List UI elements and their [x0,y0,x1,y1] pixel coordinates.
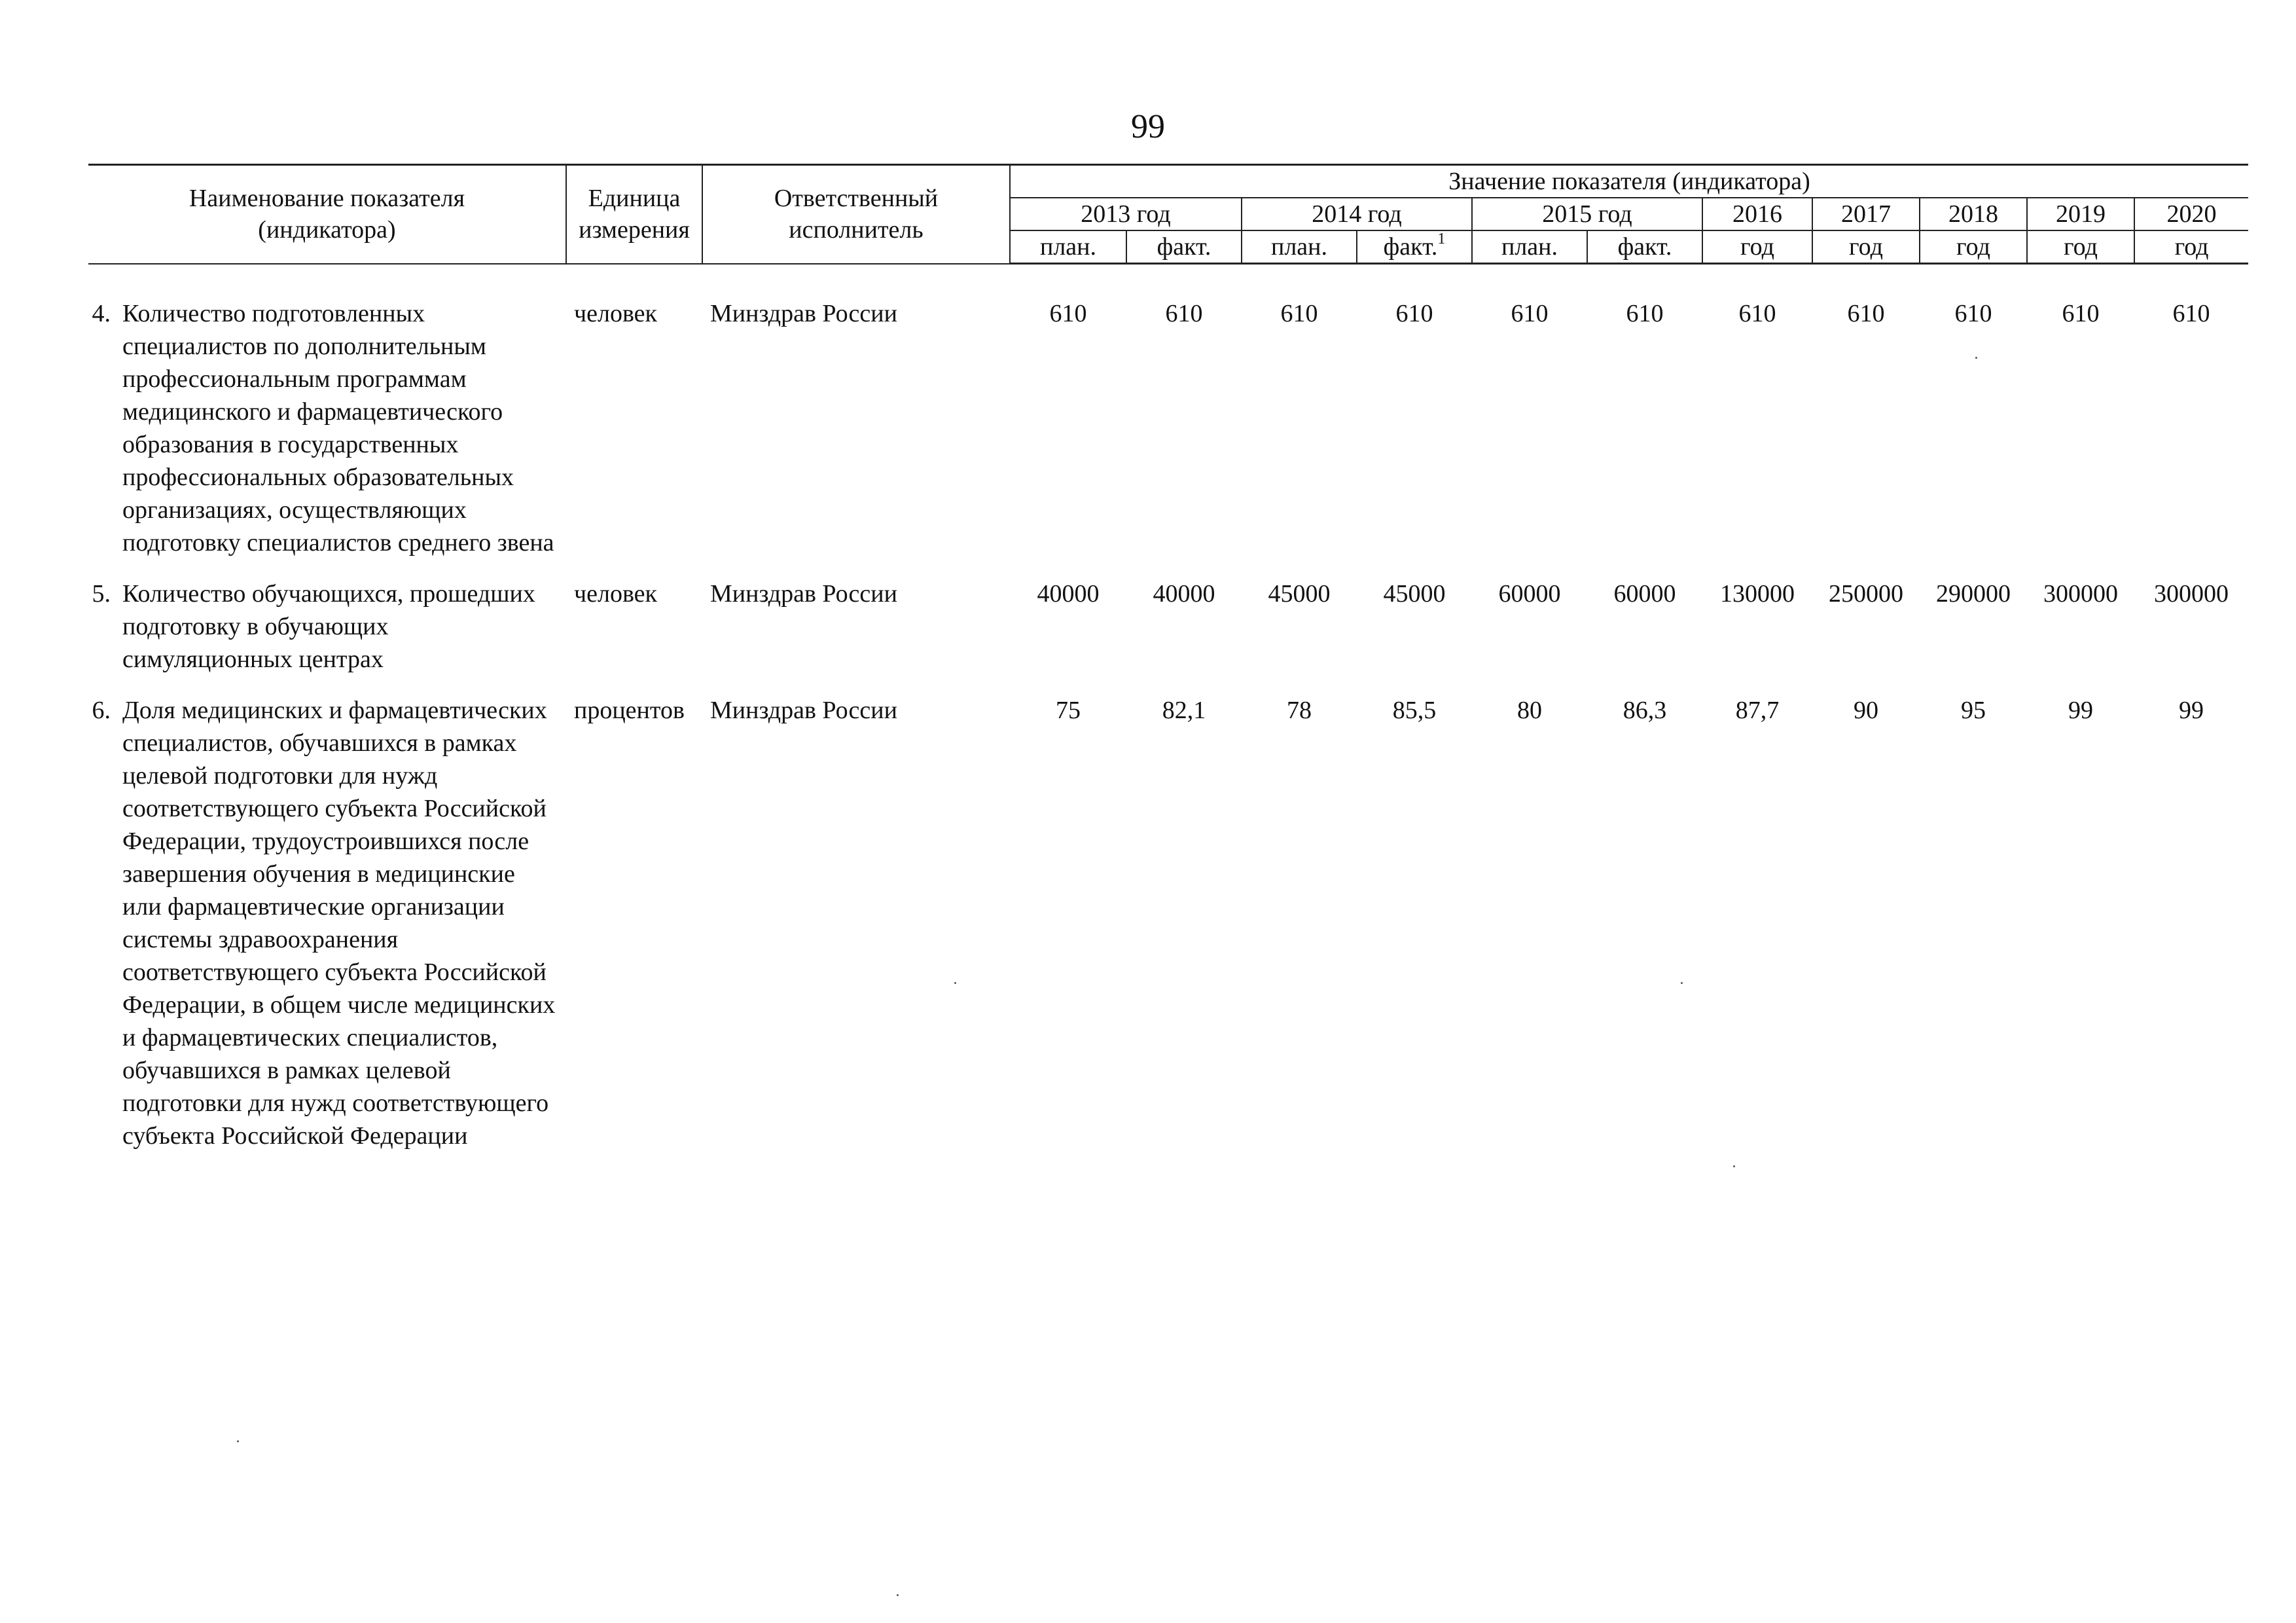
value-2015-fact: 86,3 [1623,697,1667,724]
header-fact-2015: факт. [1587,230,1702,264]
header-suffix-2017: год [1812,230,1920,264]
table-row [88,577,2248,694]
value-2014-plan: 610 [1280,300,1318,327]
unit-cell: процентов [574,697,685,724]
indicator-name-cell [88,694,566,1171]
header-executor-line1: Ответственный [774,185,939,213]
header-executor [702,165,1010,264]
scan-speck [1975,357,1977,359]
value-2015-plan: 80 [1517,697,1542,724]
header-year-2014: 2014 год [1242,198,1472,230]
indicator-name: Количество обучающихся, прошедших подготовку в обучающих симуляционных центрах [122,580,535,673]
footnote-marker: 1 [1437,230,1446,247]
value-2017: 250000 [1829,580,1903,608]
page-number: 99 [1131,108,1165,145]
scan-speck [237,1440,239,1442]
value-2020: 610 [2172,300,2210,327]
table-row [88,694,2248,1171]
value-2013-fact: 610 [1165,300,1203,327]
header-name-line1: Наименование показателя [188,185,465,213]
header-year-2018: 2018 [1920,198,2027,230]
scan-speck [954,982,956,984]
header-year-2015: 2015 год [1472,198,1702,230]
value-2014-fact: 610 [1395,300,1433,327]
header-suffix-2018: год [1920,230,2027,264]
value-2019: 99 [2068,697,2093,724]
value-2017: 610 [1847,300,1885,327]
row-number: 6. [92,697,111,724]
scan-speck [1733,1165,1735,1167]
header-name [88,165,566,264]
header-suffix-2020: год [2134,230,2248,264]
value-2014-plan: 45000 [1268,580,1331,608]
header-year-2019: 2019 [2027,198,2134,230]
value-2015-plan: 610 [1511,300,1549,327]
value-2016: 87,7 [1735,697,1780,724]
header-executor-line2: исполнитель [789,216,924,244]
indicator-name-cell [88,577,566,694]
header-fact-2013: факт. [1126,230,1242,264]
header-value-group: Значение показателя (индикатора) [1010,165,2248,198]
indicator-name: Доля медицинских и фармацевтических специалистов, обучавшихся в рамках целевой подготовки для нужд соответствующего субъекта Российской Федерации, трудоустроившихся после завершения обучения в медицинские или фармацевтические организации системы здравоохранения соответствующего субъекта Российской Федерации, в общем числе медицинских и фармацевтических специалистов, обучавшихся в рамках целевой подготовки для нужд соответствующего субъекта Российской Федерации [122,697,556,1150]
executor-cell: Минздрав России [710,580,897,608]
value-2015-plan: 60000 [1498,580,1561,608]
value-2013-plan: 75 [1056,697,1081,724]
value-2013-fact: 82,1 [1162,697,1206,724]
value-2016: 130000 [1720,580,1795,608]
table-row [88,297,2248,577]
value-2014-fact: 85,5 [1392,697,1437,724]
value-2019: 610 [2062,300,2100,327]
header-year-2020: 2020 [2134,198,2248,230]
header-fact-2014-label: факт. [1383,233,1438,261]
indicator-name-cell [88,297,566,577]
value-2013-plan: 40000 [1037,580,1100,608]
header-unit-line1: Единица [588,185,681,213]
unit-cell: человек [574,580,657,608]
value-2013-fact: 40000 [1153,580,1215,608]
value-2013-plan: 610 [1049,300,1087,327]
value-2019: 300000 [2043,580,2118,608]
header-unit [566,165,702,264]
header-year-2016: 2016 [1702,198,1812,230]
value-2016: 610 [1738,300,1776,327]
unit-cell: человек [574,300,657,327]
value-2015-fact: 610 [1626,300,1664,327]
value-2018: 290000 [1936,580,2011,608]
header-plan-2015: план. [1472,230,1587,264]
header-plan-2014: план. [1242,230,1357,264]
value-2015-fact: 60000 [1613,580,1676,608]
executor-cell: Минздрав России [710,300,897,327]
executor-cell: Минздрав России [710,697,897,724]
header-suffix-2016: год [1702,230,1812,264]
indicator-name: Количество подготовленных специалистов по дополнительным профессиональным программам медицинского и фармацевтического образования в государственных профессиональных образовательных организациях, осуществляющих подготовку специалистов среднего звена [122,300,554,556]
value-2014-fact: 45000 [1383,580,1446,608]
value-2014-plan: 78 [1287,697,1312,724]
header-fact-2014 [1357,230,1472,264]
header-plan-2013: план. [1010,230,1126,264]
value-2018: 610 [1954,300,1992,327]
row-number: 4. [92,300,111,327]
value-2017: 90 [1854,697,1878,724]
header-year-2013: 2013 год [1010,198,1242,230]
header-suffix-2019: год [2027,230,2134,264]
value-2020: 300000 [2154,580,2229,608]
indicators-table [88,164,2248,1171]
row-number: 5. [92,580,111,608]
scan-speck [897,1594,899,1596]
header-year-2017: 2017 [1812,198,1920,230]
header-unit-line2: измерения [579,216,690,244]
value-2018: 95 [1961,697,1986,724]
scan-speck [1681,982,1683,984]
value-2020: 99 [2179,697,2204,724]
header-name-line2: (индикатора) [258,216,396,244]
